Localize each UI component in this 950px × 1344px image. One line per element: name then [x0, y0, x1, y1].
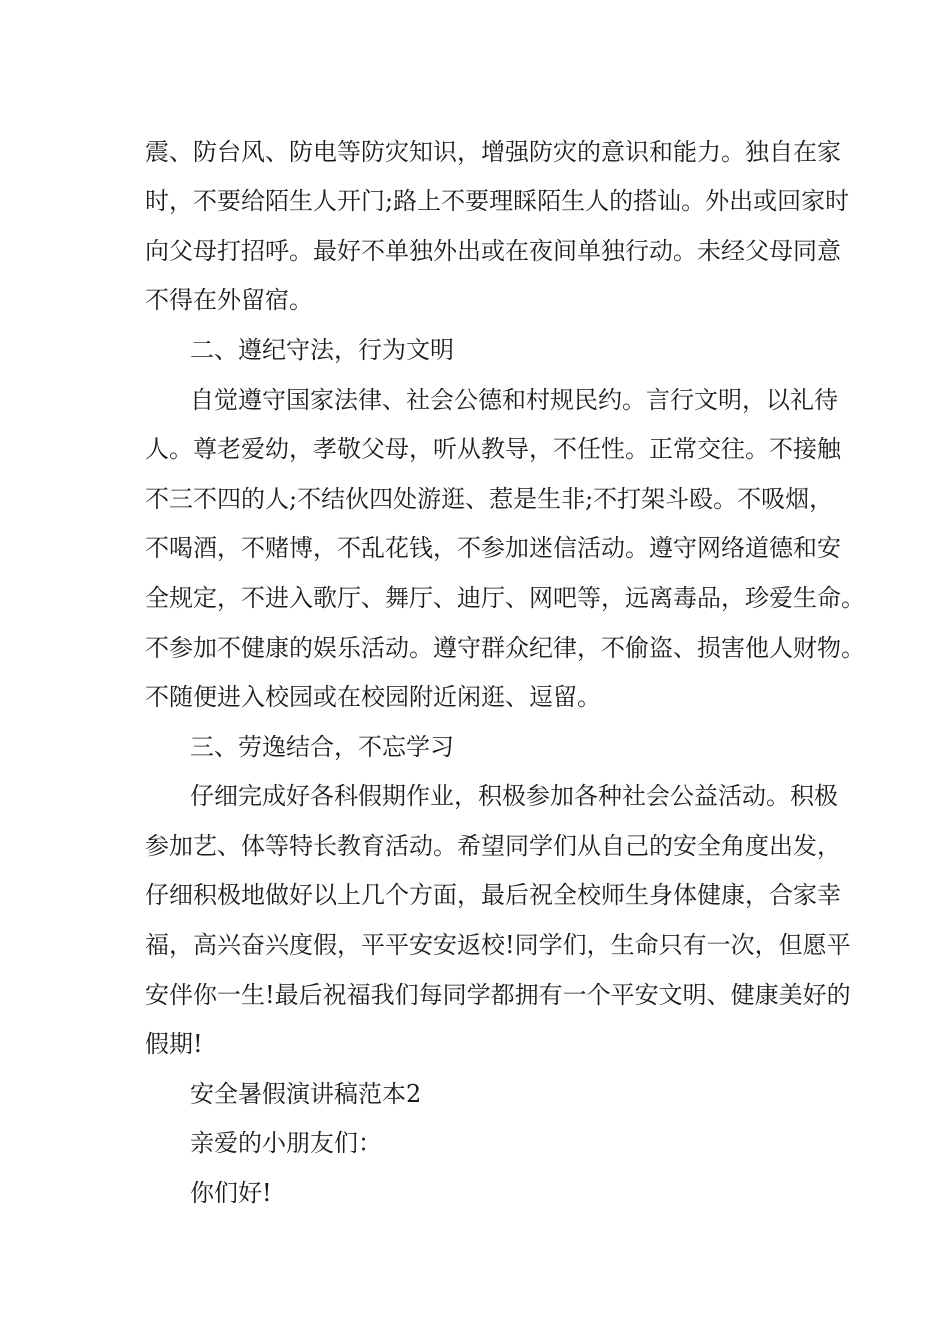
paragraph-line: 不随便进入校园或在校园附近闲逛、逗留。 — [145, 683, 601, 711]
paragraph-line: 仔细完成好各科假期作业，积极参加各种社会公益活动。积极 — [190, 782, 838, 810]
paragraph-line: 人。尊老爱幼，孝敬父母，听从教导，不任性。正常交往。不接触 — [145, 435, 841, 463]
paragraph-line: 时，不要给陌生人开门;路上不要理睬陌生人的搭讪。外出或回家时 — [145, 187, 850, 215]
paragraph-line: 不三不四的人;不结伙四处游逛、惹是生非;不打架斗殴。不吸烟， — [145, 485, 834, 513]
section-heading: 二、遵纪守法，行为文明 — [190, 336, 454, 364]
paragraph-line: 安伴你一生!最后祝福我们每同学都拥有一个平安文明、健康美好的 — [145, 981, 851, 1009]
paragraph-line: 参加艺、体等特长教育活动。希望同学们从自己的安全角度出发， — [145, 832, 841, 860]
paragraph-line: 仔细积极地做好以上几个方面，最后祝全校师生身体健康，合家幸 — [145, 881, 841, 909]
paragraph-line: 福，高兴奋兴度假，平平安安返校!同学们，生命只有一次，但愿平 — [145, 931, 851, 959]
greeting-line: 你们好! — [190, 1179, 272, 1207]
section-heading: 三、劳逸结合，不忘学习 — [190, 733, 454, 761]
document-subtitle: 安全暑假演讲稿范本2 — [190, 1080, 422, 1108]
paragraph-line: 自觉遵守国家法律、社会公德和村规民约。言行文明，以礼待 — [190, 386, 838, 414]
greeting-line: 亲爱的小朋友们： — [190, 1129, 382, 1157]
paragraph-line: 向父母打招呼。最好不单独外出或在夜间单独行动。未经父母同意 — [145, 237, 841, 265]
paragraph-line: 不参加不健康的娱乐活动。遵守群众纪律，不偷盗、损害他人财物。 — [145, 634, 865, 662]
paragraph-line: 不喝酒，不赌博，不乱花钱，不参加迷信活动。遵守网络道德和安 — [145, 534, 841, 562]
paragraph-line: 全规定，不进入歌厅、舞厅、迪厅、网吧等，远离毒品，珍爱生命。 — [145, 584, 865, 612]
paragraph-line: 震、防台风、防电等防灾知识，增强防灾的意识和能力。独自在家 — [145, 138, 841, 166]
paragraph-line: 假期! — [145, 1030, 203, 1058]
paragraph-line: 不得在外留宿。 — [145, 286, 313, 314]
